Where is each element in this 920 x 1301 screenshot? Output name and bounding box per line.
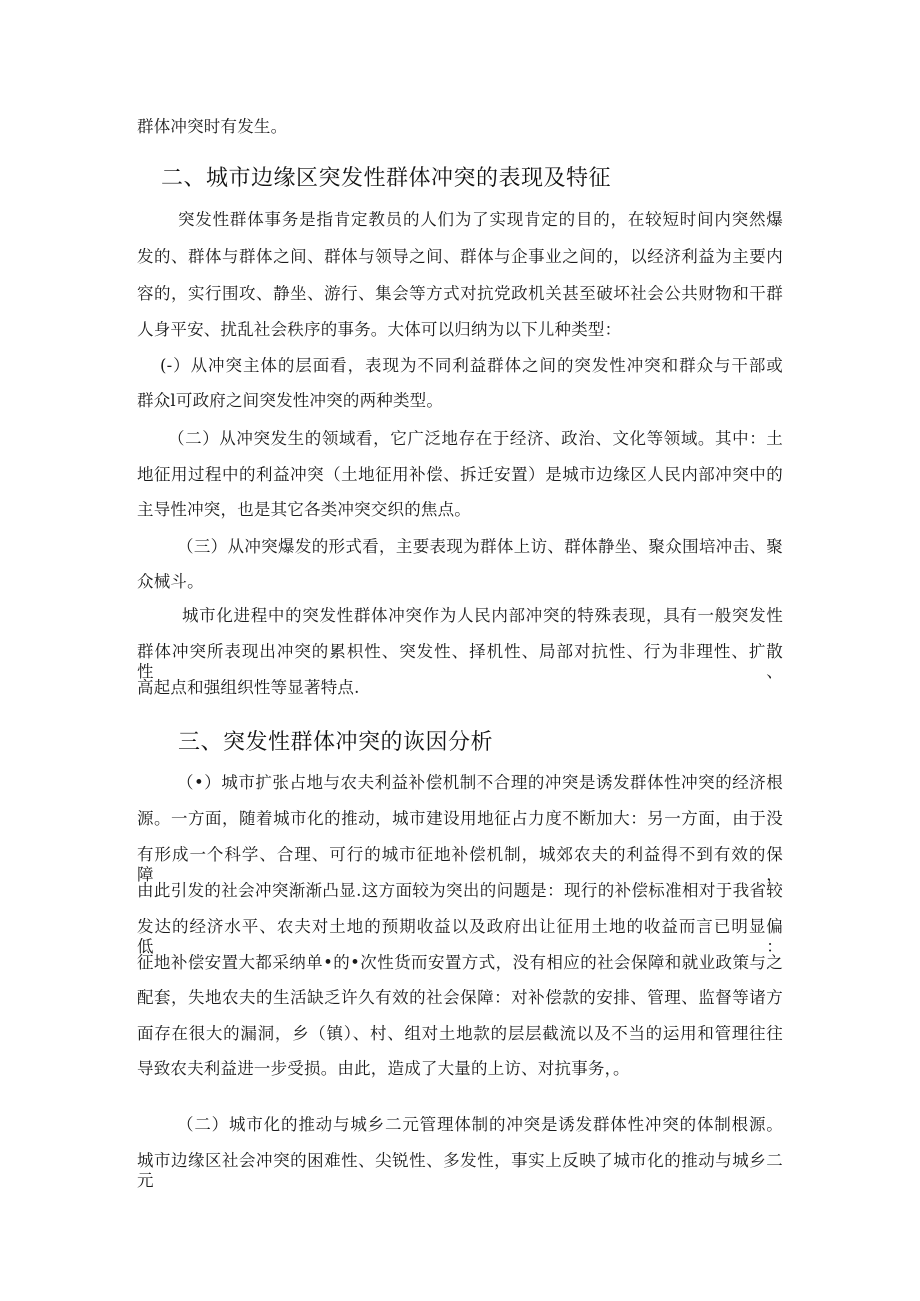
paragraph-line: （二）城市化的推动与城乡二元管理体制的冲突是诱发群体性冲突的体制根源。 [177,1115,783,1134]
paragraph-line: 发达的经济水平、农夫对土地的预期收益以及政府出让征用土地的收益而言已明显偏低： [137,917,783,956]
paragraph-line: 有形成一个科学、合理、可行的城市征地补偿机制，城郊农夫的利益得不到有效的保障， [137,845,783,884]
paragraph-line: 群体冲突时有发生。 [137,117,288,136]
paragraph-line: 导致农夫利益进一步受损。由此，造成了大量的上访、对抗事务，。 [137,1059,630,1078]
paragraph-line: （三）从冲突爆发的形式看，主要表现为群体上访、群体静坐、聚众围培冲击、聚 [177,537,783,556]
paragraph-line: 众械斗。 [137,572,204,591]
paragraph-line: 源。一方面，随着城市化的推动，城市建设用地征占力度不断加大：另一方面，由于没 [137,809,783,828]
paragraph-line: 城市化进程中的突发性群体冲突作为人民内部冲突的特殊表现，具有一般突发性 [182,606,783,625]
paragraph-line: 主导性冲突，也是其它各类冲突交织的焦点。 [137,500,471,519]
paragraph-line: 配套，失地农夫的生活缺乏许久有效的社会保障：对补偿款的安排、管理、监督等诸方 [137,988,783,1007]
paragraph-line: 容的，实行围攻、静坐、游行、集会等方式对抗党政机关甚至破坏社会公共财物和干群 [137,284,783,303]
paragraph-line: 群体冲突所表现出冲突的累枳性、突发性、择机性、局部对抗性、行为非理性、扩散性、 [137,642,783,681]
paragraph-line: （•）城市扩张占地与农夫利益补偿机制不合理的冲突是诱发群体性冲突的经济根 [177,773,783,792]
paragraph-line: 地征用过程中的利益冲突（土地征用补偿、拆迁安置）是城市边缘区人民内部冲突中的 [137,465,783,484]
paragraph-line: 人身平安、扰乱社会秩序的事务。大体可以归纳为以下儿种类型： [137,320,622,339]
paragraph-line: 高起点和强组织性等显著特点. [137,678,360,697]
paragraph-line: 城市边缘区社会冲突的困难性、尖锐性、多发性，事实上反映了城市化的推动与城乡二元 [137,1151,783,1190]
paragraph-line: 征地补偿安置大都采纳单•的•次性货而安置方式，没有相应的社会保障和就业政策与之 [137,953,783,972]
section-heading-2: 二、城市边缘区突发性群体冲突的表现及特征 [161,166,612,191]
paragraph-line: 面存在很大的漏洞，乡（镇）、村、组对土地款的层层截流以及不当的运用和管理往往 [137,1024,783,1043]
section-heading-3: 三、突发性群体冲突的诙因分析 [178,730,494,755]
paragraph-line: (-）从冲突主体的层面看，表现为不同利益群体之间的突发性冲突和群众与干部或 [160,356,783,375]
paragraph-line: 群众l可政府之间突发性冲突的两种类型。 [137,391,444,410]
paragraph-line: 由此引发的社会冲突渐渐凸显.这方面较为突出的问题是：现行的补偿标准相对于我省较 [137,881,783,900]
paragraph-line: （二）从冲突发生的领域看，它广泛地存在于经济、政治、文化等领域。其中：土 [168,429,783,448]
paragraph-line: 发的、群体与群体之间、群体与领导之间、群体与企事业之间的，以经济利益为主要内 [137,247,783,266]
paragraph-line: 突发性群体事务是指肯定教员的人们为了实现肯定的目的，在较短时间内突然爆 [178,210,783,229]
